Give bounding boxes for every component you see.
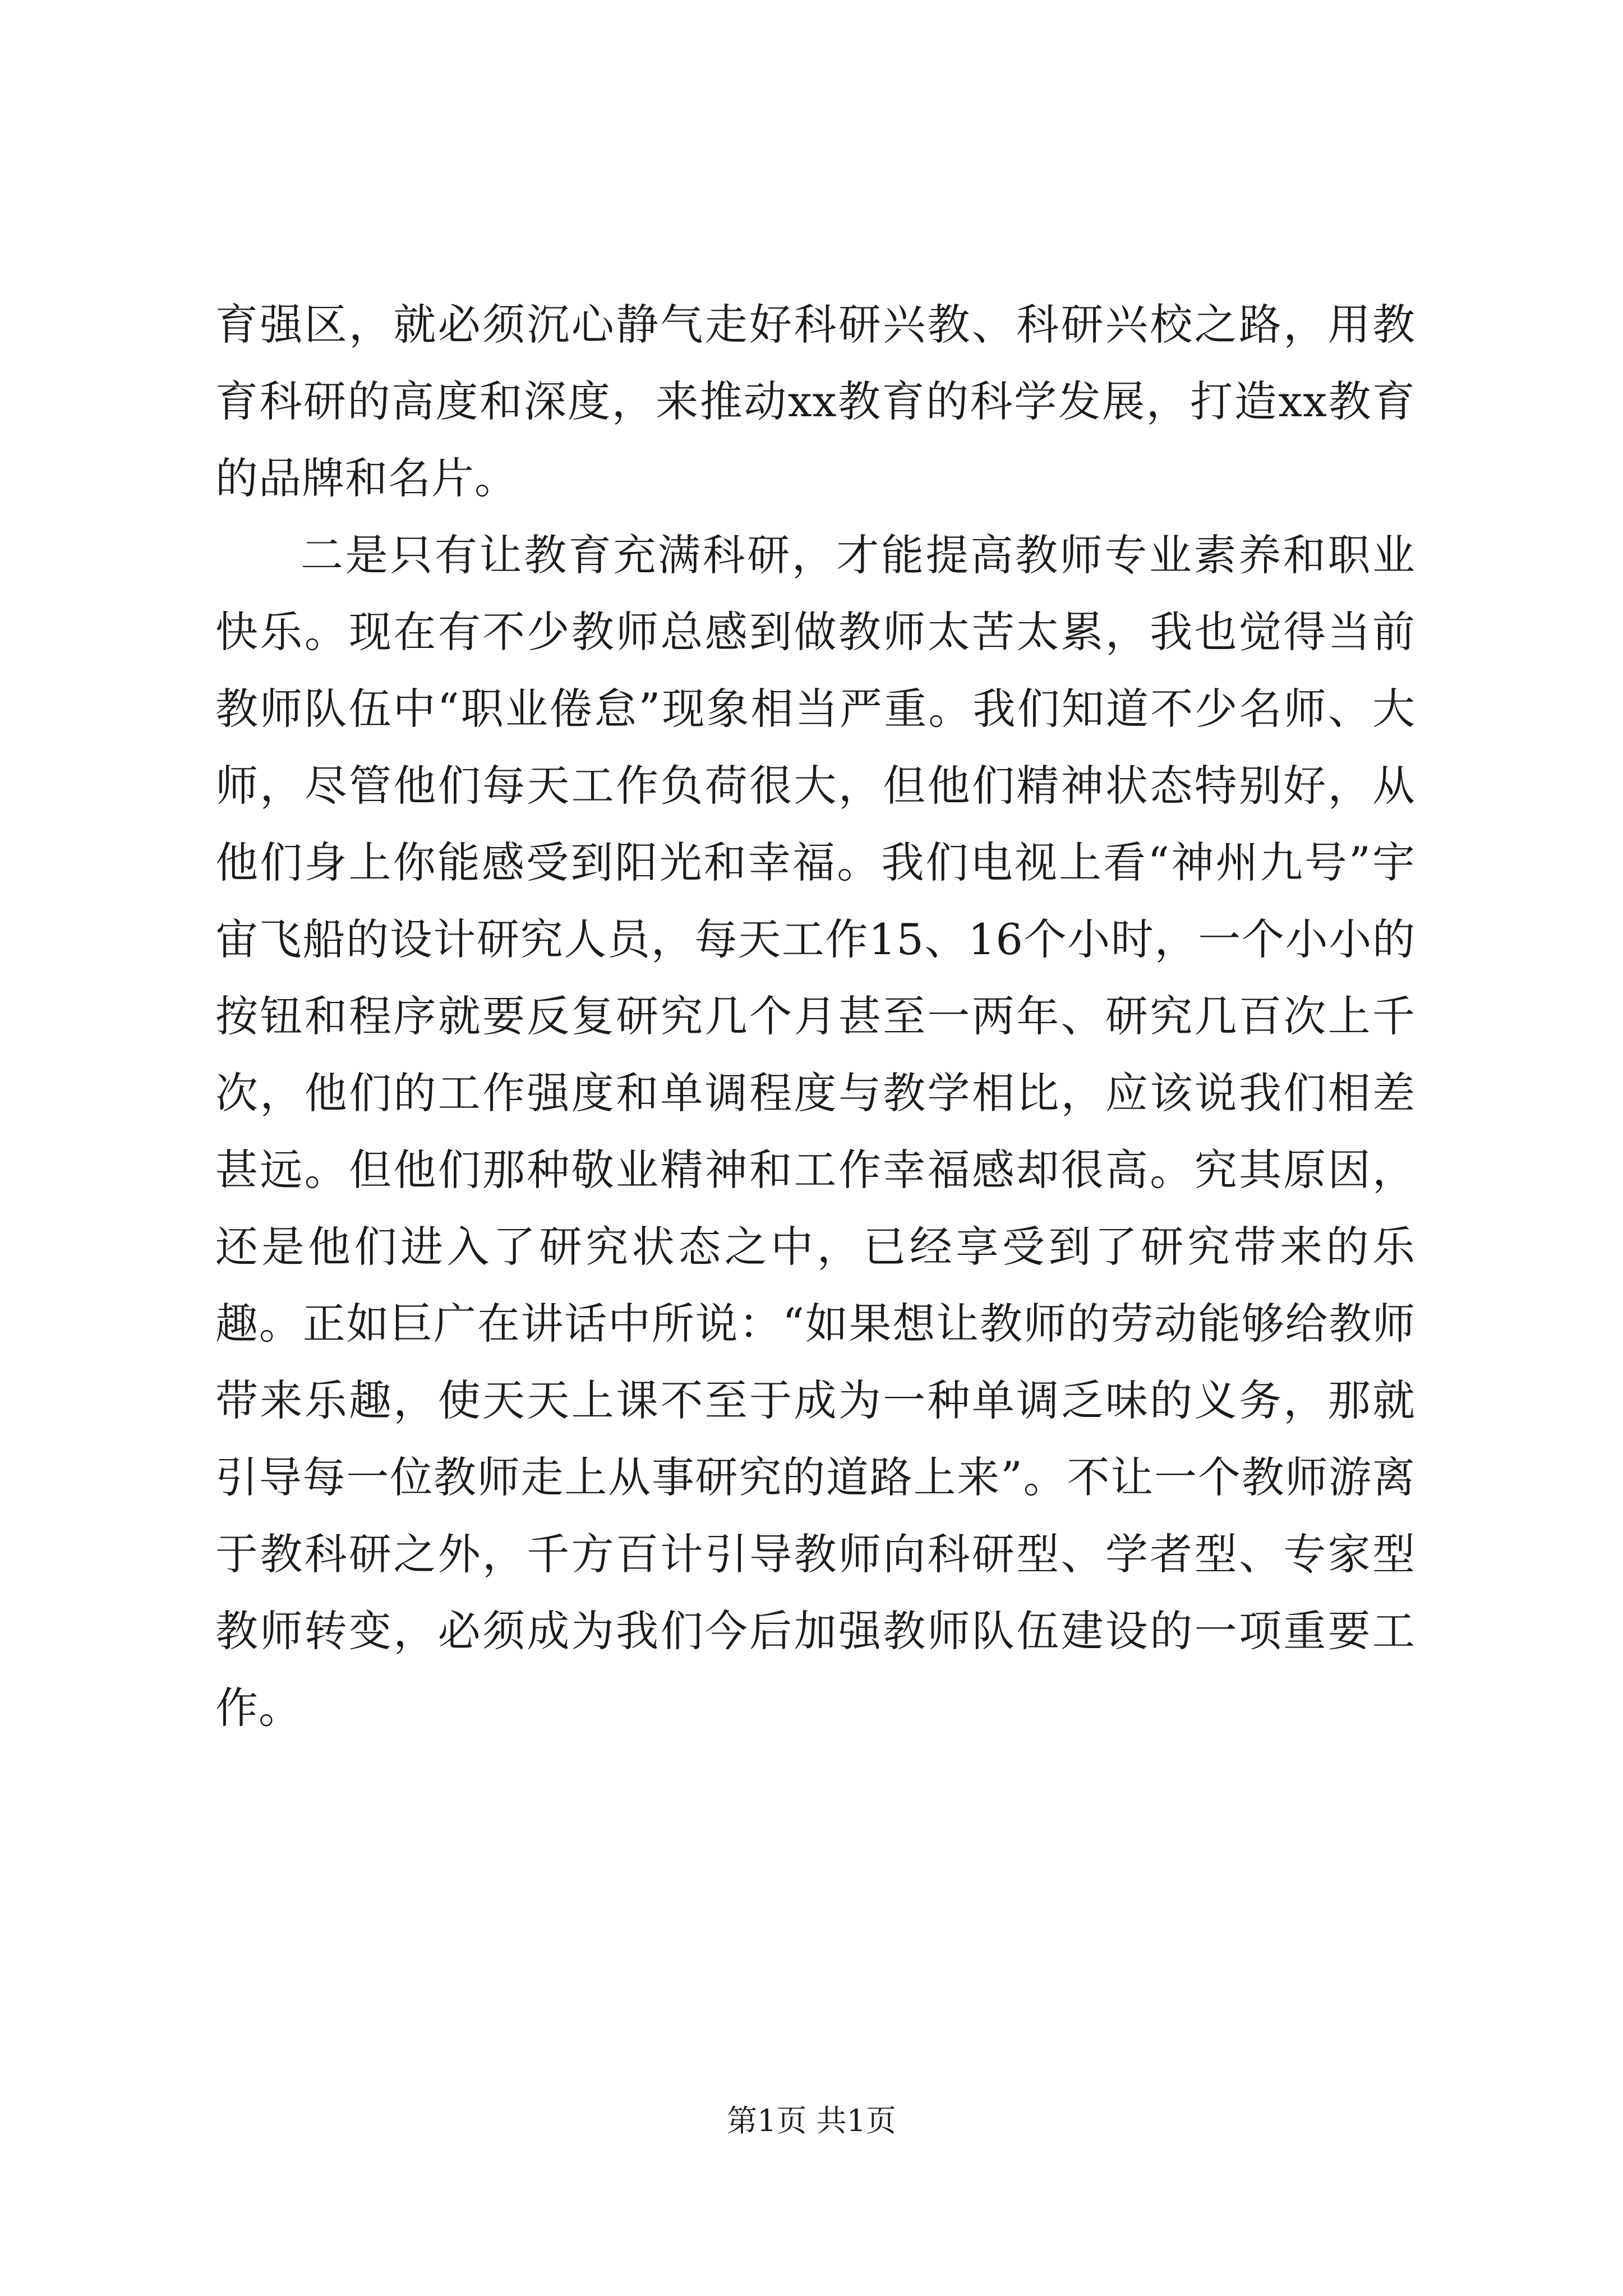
document-body xyxy=(215,286,1415,1746)
paragraph-continuation: 育强区，就必须沉心静气走好科研兴教、科研兴校之路，用教育科研的高度和深度，来推动xx教育的科学发展，打造xx教育的品牌和名片。 xyxy=(215,300,1415,503)
page-footer: 第1页 共1页 xyxy=(727,2103,896,2138)
paragraph-teacher-research: 二是只有让教育充满科研，才能提高教师专业素养和职业快乐。现在有不少教师总感到做教师太苦太累，我也觉得当前教师队伍中“职业倦怠”现象相当严重。我们知道不少名师、大师，尽管他们每天工作负荷很大，但他们精神状态特别好，从他们身上你能感受到阳光和幸福。我们电视上看“神州九号”宇宙飞船的设计研究人员，每天工作15、16个小时，一个小小的按钮和程序就要反复研究几个月甚至一两年、研究几百次上千次，他们的工作强度和单调程度与教学相比，应该说我们相差甚远。但他们那种敬业精神和工作幸福感却很高。究其原因，还是他们进入了研究状态之中，已经享受到了研究带来的乐趣。正如巨广在讲话中所说：“如果想让教师的劳动能够给教师带来乐趣，使天天上课不至于成为一种单调乏味的义务，那就引导每一位教师走上从事研究的道路上来”。不让一个教师游离于教科研之外，千方百计引导教师向科研型、学者型、专家型教师转变，必须成为我们今后加强教师队伍建设的一项重要工作。 xyxy=(215,530,1415,1733)
